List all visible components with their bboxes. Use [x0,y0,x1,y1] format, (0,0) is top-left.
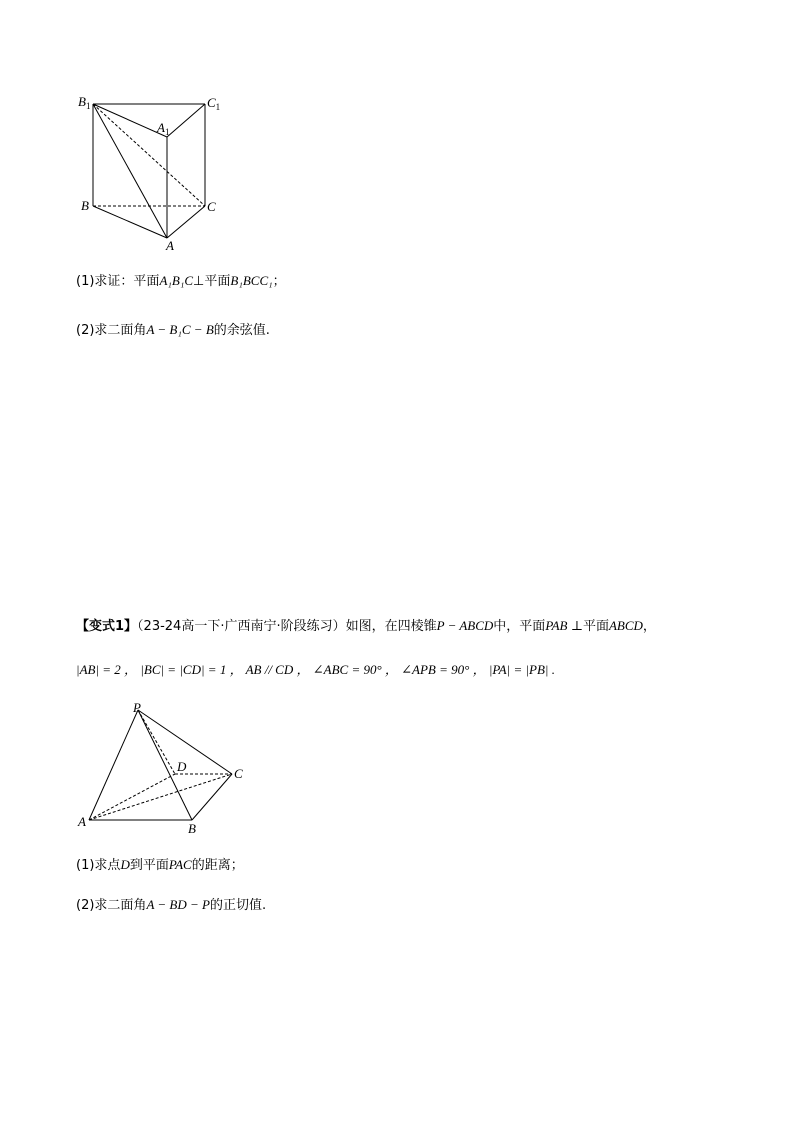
label-b1: $B_1$ [78,94,91,111]
edge-b1a [93,104,170,238]
edge-bc [192,774,232,820]
label-a1: $A_1$ [157,120,170,137]
prism-figure [70,90,230,250]
variant1-line1: 【变式1】（23-24高一下·广西南宁·阶段练习）如图，在四棱锥P − ABCD中，平面PAB ⊥平面ABCD， [76,618,656,634]
edge-pd-hidden [138,710,175,774]
pyramid-figure [75,700,255,840]
label-d: D [177,759,187,774]
problem2-q1: (1)求点D到平面PAC的距离； [76,857,244,873]
variant1-tag: 【变式1】 [76,619,138,634]
problem1-q1: (1)求证：平面A₁B₁C⊥平面B₁BCC₁； [76,273,286,289]
label-c2: C [234,766,243,781]
edge-pa [89,710,138,820]
edge-b1a1 [93,104,170,137]
edge-ba [93,206,167,238]
label-b2: B [188,821,196,836]
problem2-q2: (2)求二面角A − BD − P的正切值. [76,897,267,913]
label-p: P [133,700,141,715]
edge-b1c-hidden [93,104,205,206]
variant1-line2: |AB| = 2 ， |BC| = |CD| = 1 ， AB // CD ， ∠ABC = 90° ， ∠APB = 90° ， |PA| = |PB| . [76,662,556,677]
label-c: C [207,199,216,214]
label-a: A [166,238,174,250]
problem1-q2: (2)求二面角A − B₁C − B的余弦值. [76,322,270,338]
label-a2: A [78,814,86,829]
edge-ac [167,206,205,238]
variant1-source: （23-24高一下·广西南宁·阶段练习） [137,619,346,634]
edge-a1c1 [167,104,205,137]
edge-ac-hidden [89,774,232,820]
label-c1: $C_1$ [207,95,221,112]
label-b: B [81,198,89,213]
